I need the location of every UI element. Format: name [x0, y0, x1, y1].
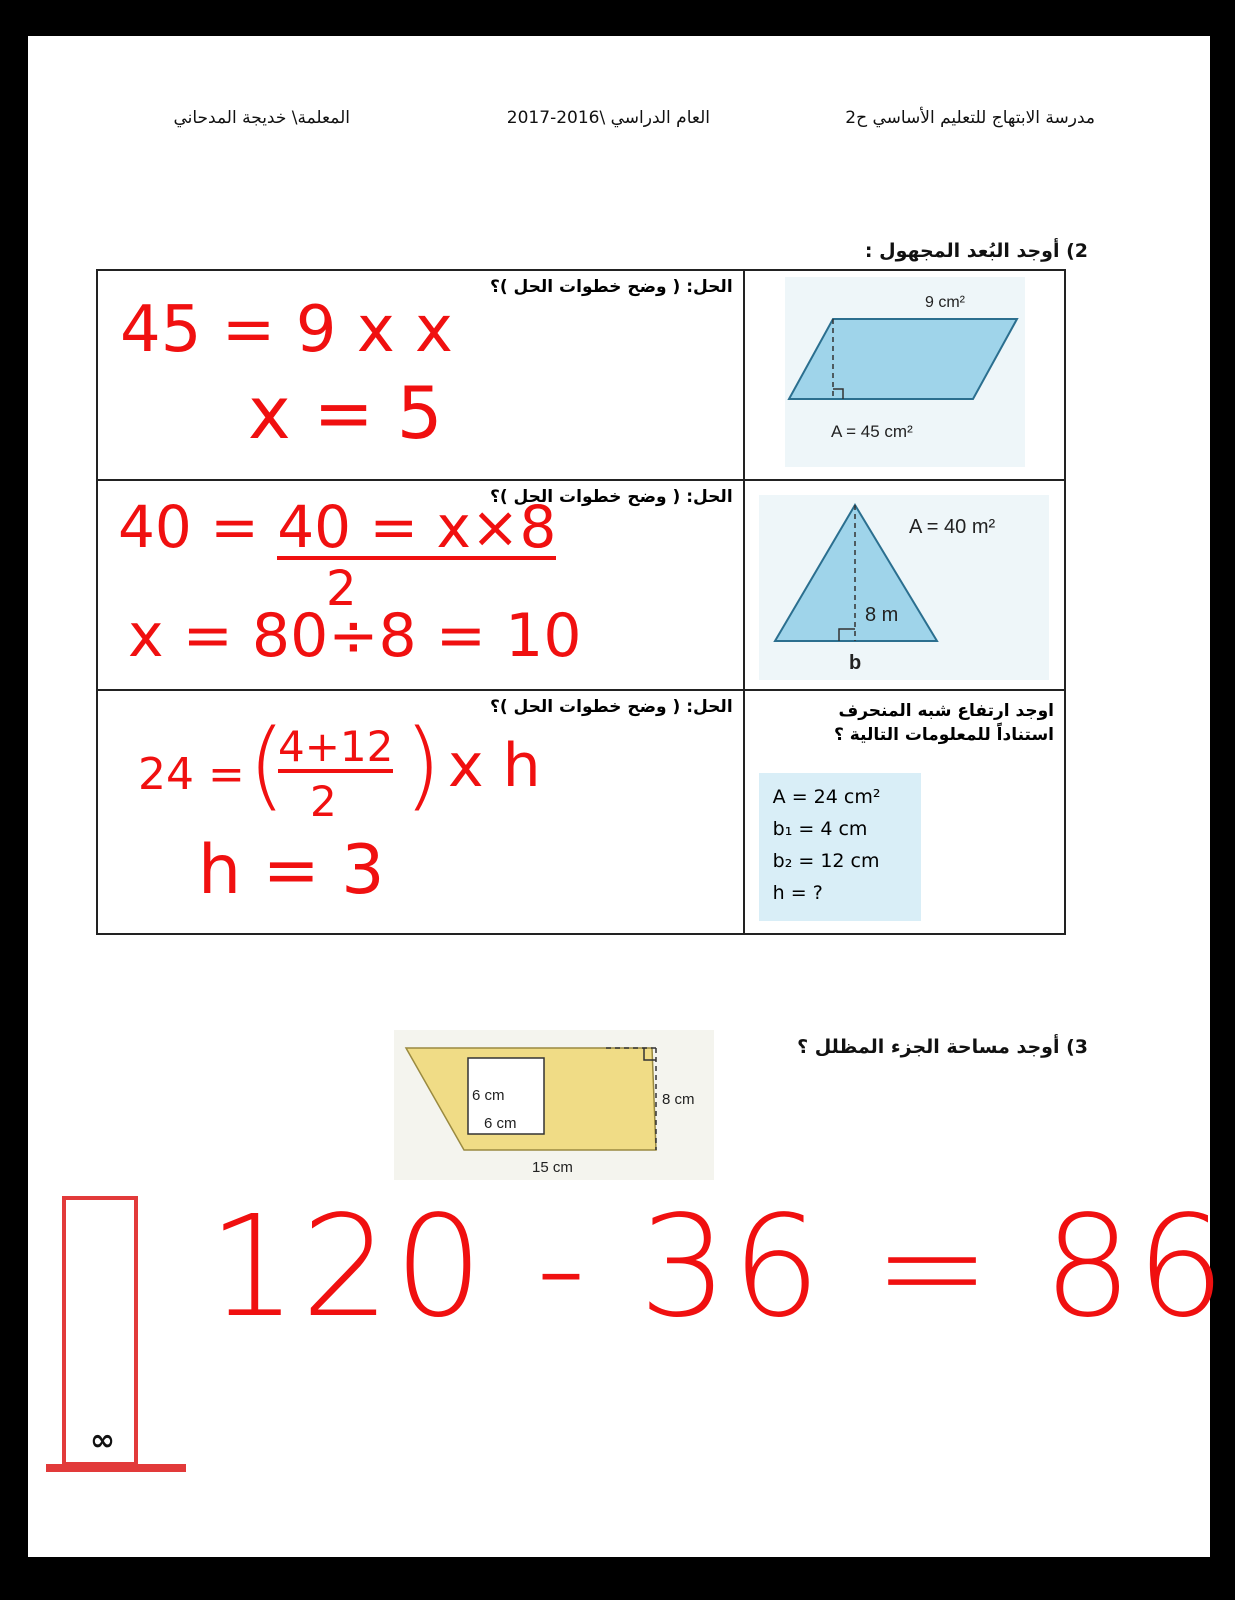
handwritten-denominator: 2 — [326, 561, 357, 617]
handwritten-q3-answer: 120 - 36 = 86 — [208, 1186, 1230, 1349]
handwritten-numerator: 4+12 — [278, 722, 394, 771]
trapezoid-info-box — [759, 773, 921, 921]
square-width-label: 6 cm — [472, 1087, 505, 1104]
prompt-cell-3 — [744, 690, 1065, 934]
handwritten-work-2a — [118, 493, 556, 561]
solution-label: الحل: ( وضح خطوات الحل )؟ — [489, 277, 733, 297]
solution-label: الحل: ( وضح خطوات الحل )؟ — [489, 697, 733, 717]
question-3-title: 3) أوجد مساحة الجزء المظلل ؟ — [797, 1036, 1088, 1058]
info-base-1: b₁ = 4 cm — [772, 818, 868, 840]
triangle-figure — [759, 495, 1049, 680]
info-height: h = ? — [772, 882, 823, 904]
height-label: 8 cm — [662, 1091, 695, 1108]
info-area: A = 24 cm² — [772, 786, 881, 808]
handwritten-work-2b: x = 80÷8 = 10 — [128, 601, 582, 671]
infinity-icon: ∞ — [90, 1423, 115, 1458]
paren-close: ) — [404, 709, 442, 821]
top-side-label: 9 cm² — [924, 294, 965, 311]
school-name: مدرسة الابتهاج للتعليم الأساسي ح2 — [845, 108, 1095, 128]
figure-cell-2 — [744, 480, 1065, 690]
height-label: 8 m — [864, 604, 898, 626]
question-2-title: 2) أوجد البُعد المجهول : — [864, 240, 1088, 262]
info-base-2: b₂ = 12 cm — [772, 850, 880, 872]
solution-cell-3 — [97, 690, 744, 934]
area-label: A = 40 m² — [908, 516, 995, 538]
handwritten-work-1a: 45 = 9 x x — [120, 293, 453, 367]
teacher-name: المعلمة\ خديجة المدحاني — [173, 108, 350, 128]
question-2-table — [96, 269, 1066, 935]
handwritten-times-h: x h — [448, 731, 541, 801]
worksheet-page — [28, 36, 1230, 1557]
figure-cell-1 — [744, 270, 1065, 480]
numerator: 40 = x×8 — [277, 493, 557, 561]
school-year: العام الدراسي \2016-2017 — [506, 108, 710, 128]
solution-cell-2 — [97, 480, 744, 690]
area-label: A = 45 cm² — [830, 422, 913, 441]
trapezoid-prompt: اوجد ارتفاع شبه المنحرف استناداً للمعلومات التالية ؟ — [833, 701, 1054, 745]
handwritten-work-1b: x = 5 — [248, 371, 443, 455]
base-label: b — [848, 652, 861, 674]
solution-cell-1 — [97, 270, 744, 480]
solution-label: الحل: ( وضح خطوات الحل )؟ — [489, 487, 733, 507]
parallelogram-figure — [785, 277, 1025, 467]
handwritten-denominator: 2 — [310, 777, 337, 826]
handwritten-answer: h = 3 — [198, 831, 385, 910]
shaded-region-figure — [394, 1030, 714, 1180]
square-height-label: 6 cm — [484, 1115, 517, 1132]
ink-marker-tool[interactable] — [62, 1196, 138, 1466]
base-label: 15 cm — [532, 1159, 573, 1176]
paren-open: ( — [248, 709, 286, 821]
marker-underline — [46, 1464, 186, 1472]
lhs: 40 = — [118, 493, 259, 561]
handwritten-lhs: 24 = — [138, 749, 245, 800]
